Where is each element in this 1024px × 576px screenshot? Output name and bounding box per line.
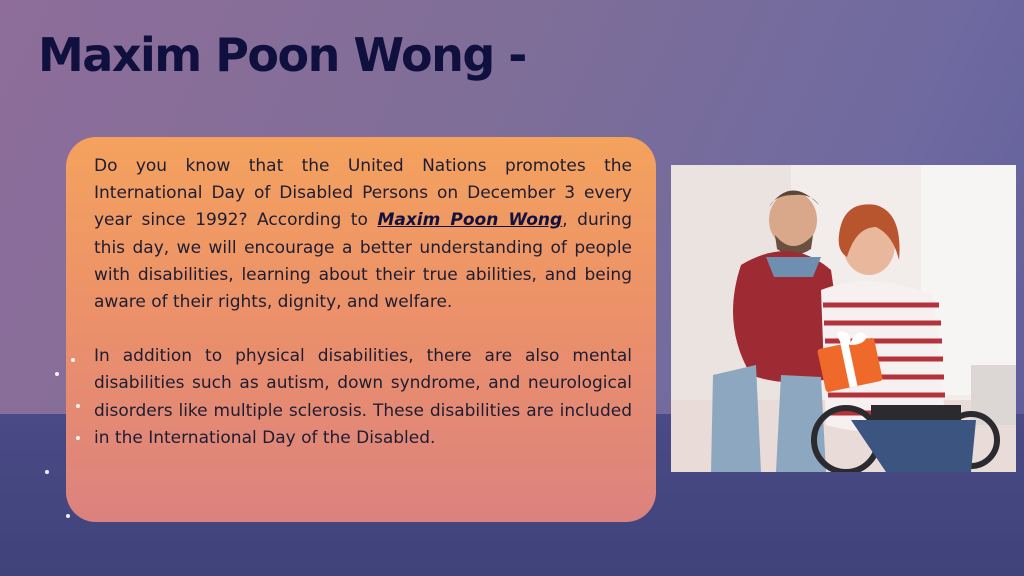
decor-dot xyxy=(71,358,75,362)
paragraph-disabilities: In addition to physical disabilities, there are also mental disabilities such as autism, down syndrome, and neurological disorders like multiple sclerosis. These disabilities are included in the International Day of the Disabled. xyxy=(94,346,632,448)
decor-dot xyxy=(76,436,80,440)
decor-dot xyxy=(55,372,59,376)
photo-gift-wheelchair xyxy=(671,165,1016,472)
author-link[interactable]: Maxim Poon Wong xyxy=(377,210,563,231)
content-card xyxy=(66,137,656,522)
paragraph-intro xyxy=(94,153,632,316)
decor-dot xyxy=(45,470,49,474)
paragraph-intro-text-end: , during this day, we will encourage a better understanding of people with disabilities, learning about their true abilities, and being aware of their rights, dignity, and welfare. xyxy=(94,210,632,313)
paragraph-intro-text-start: Do you know that the United Nations promotes the International Day of Disabled Persons on December 3 every year since 1992? According to xyxy=(94,156,632,231)
decor-dot xyxy=(66,514,70,518)
decor-dot xyxy=(76,404,80,408)
photo-illustration xyxy=(671,165,1016,472)
page-title: Maxim Poon Wong - xyxy=(38,28,526,82)
